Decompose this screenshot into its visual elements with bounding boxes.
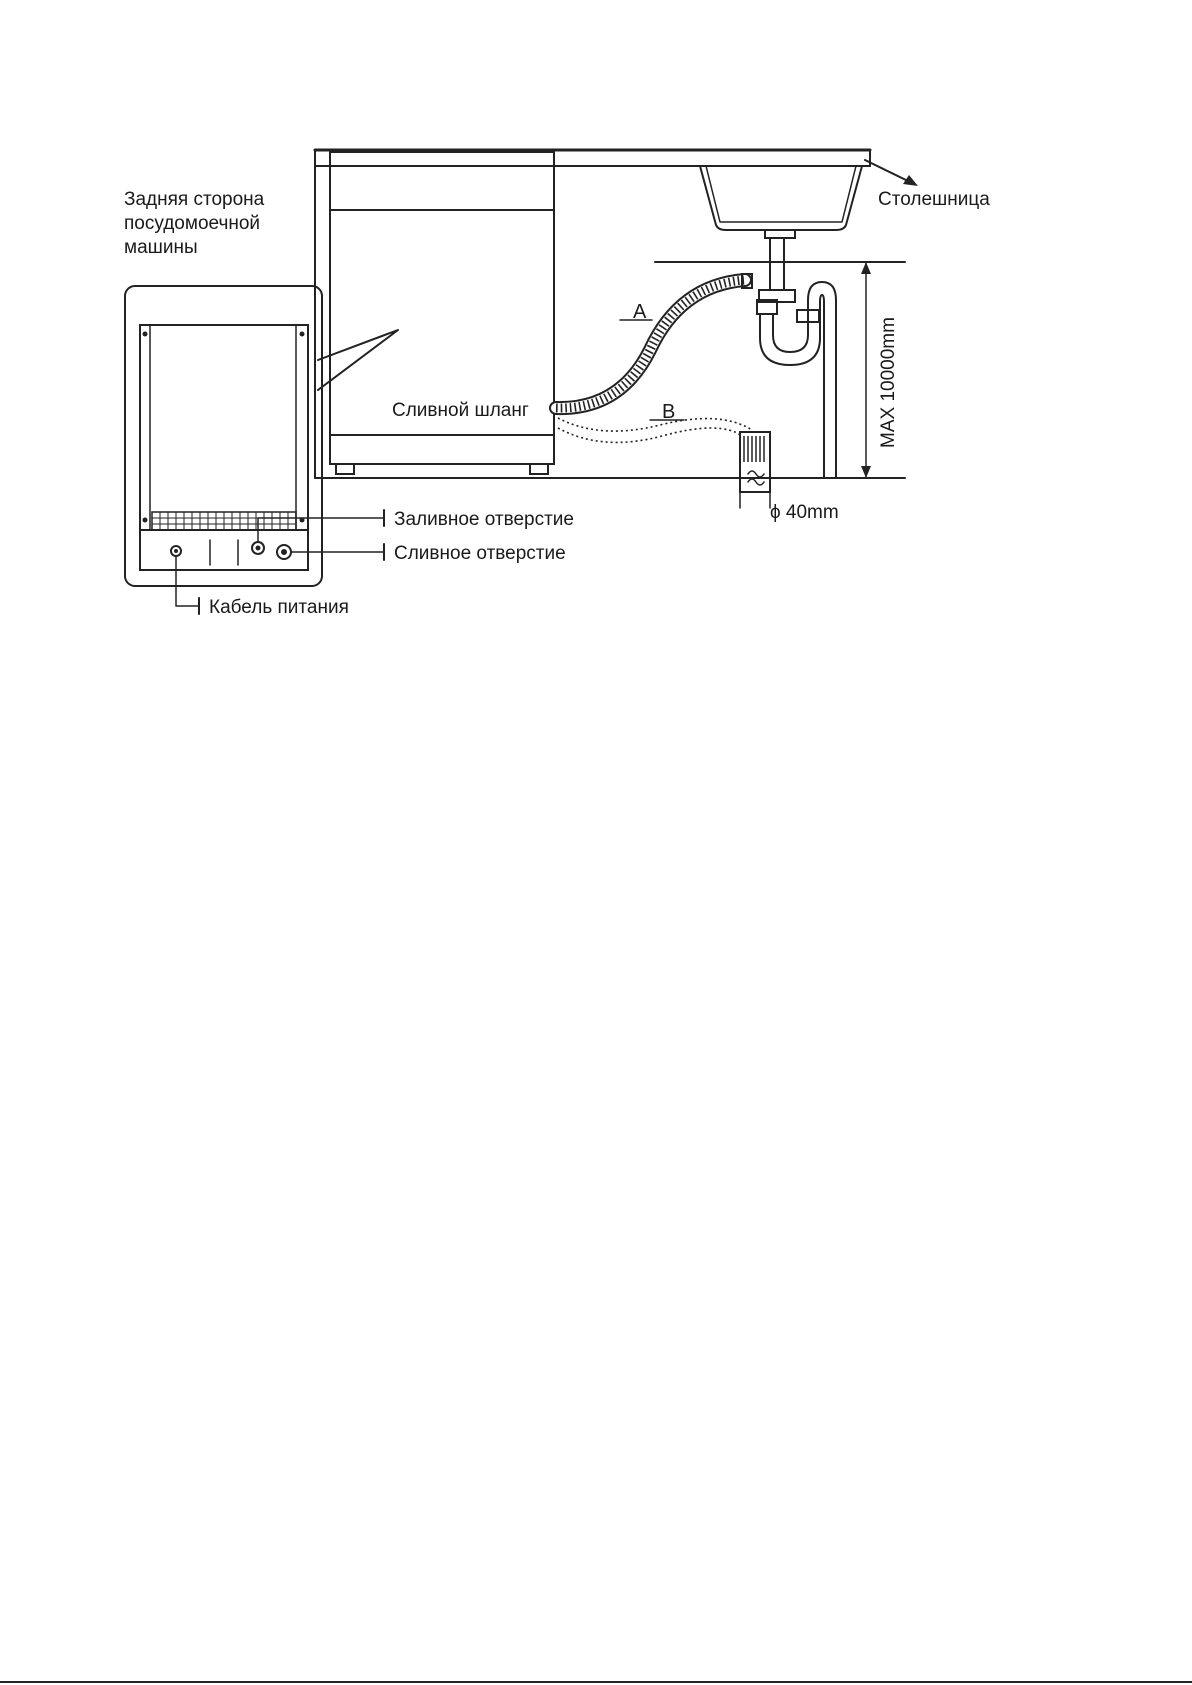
route-a-letter: A <box>633 301 647 323</box>
max-height-label: MAX 10000mm <box>878 317 899 448</box>
pipe-diameter-label: ϕ 40mm <box>770 502 839 523</box>
power-cable-label: Кабель питания <box>209 597 349 618</box>
drain-hose-route-b <box>558 418 752 442</box>
route-a-marker <box>620 301 652 323</box>
height-dimension <box>861 262 871 478</box>
page-bottom-rule <box>0 1681 1192 1683</box>
drain-hose-route-a <box>556 274 752 408</box>
rear-side-label-line-2: посудомоечной <box>124 213 261 234</box>
sink-bowl <box>700 166 862 238</box>
standpipe <box>740 432 770 508</box>
cabinet-lines <box>315 150 905 478</box>
inlet-hole-label: Заливное отверстие <box>394 509 574 530</box>
rear-view-panel <box>125 286 322 586</box>
drain-hose-label: Сливной шланг <box>392 400 529 421</box>
rear-side-label-line-1: Задняя сторона <box>124 189 265 210</box>
countertop-label: Столешница <box>878 189 990 210</box>
siphon <box>757 238 836 478</box>
route-b-letter: B <box>662 401 676 423</box>
dishwasher <box>330 152 554 474</box>
drain-hole-label: Сливное отверстие <box>394 543 566 564</box>
drain-hole-leader <box>291 544 384 560</box>
countertop-pointer-arrow <box>865 160 918 186</box>
rear-side-label-line-3: машины <box>124 237 198 258</box>
route-b-marker <box>650 401 684 423</box>
